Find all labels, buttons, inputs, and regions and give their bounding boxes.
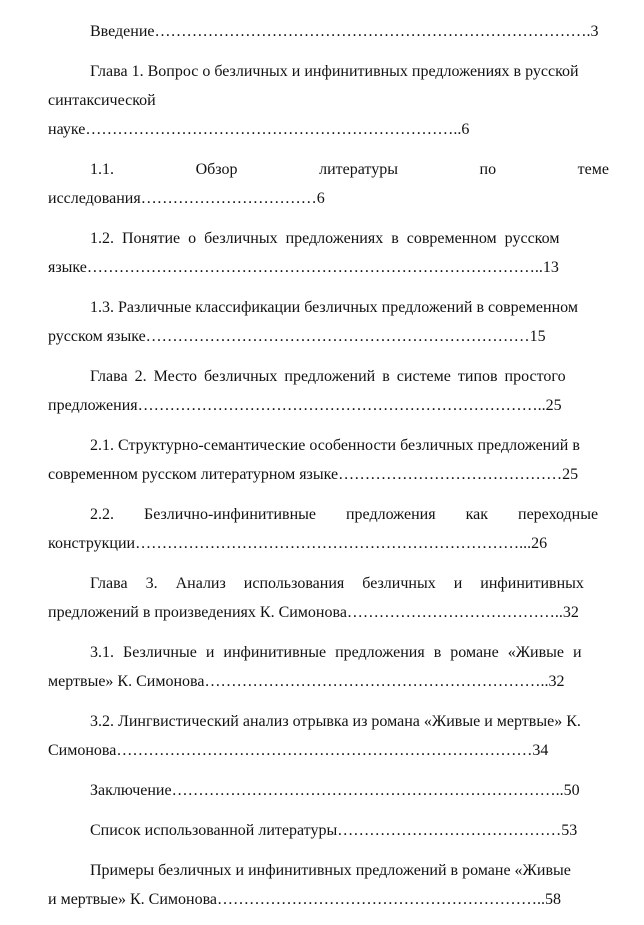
toc-line: и мертвые» К. Симонова……………………………………………………..58 [48, 891, 562, 908]
toc-line-text: Глава 1. Вопрос о безличных и инфинитивных предложениях в русской [90, 63, 579, 80]
toc-line: исследования……………………………6 [48, 190, 325, 207]
toc-entry-chapter-1 [48, 57, 609, 144]
toc-line: Введение……………………………………………………………………….3 [90, 23, 599, 40]
toc-entry-introduction [48, 17, 609, 46]
toc-entry-1-1 [48, 155, 609, 213]
toc-line: языке…………………………………………………………………………..13 [48, 259, 559, 276]
toc-line: науке……………………………………………………………..6 [48, 121, 470, 138]
toc-entry-examples [48, 856, 609, 914]
toc-line [48, 57, 609, 86]
toc-line: конструкции………………………………………………………………...26 [48, 535, 548, 552]
toc-entry-1-3 [48, 293, 609, 351]
toc-line: предложения…………………………………………………………………..25 [48, 397, 562, 414]
toc-word: по [479, 161, 497, 178]
toc-entry-2-2 [48, 500, 609, 558]
toc-entry-3-1 [48, 638, 609, 696]
toc-entry-chapter-3 [48, 569, 609, 627]
table-of-contents [48, 17, 609, 925]
toc-entry-2-1 [48, 431, 609, 489]
toc-entry-3-2 [48, 707, 609, 765]
toc-word: Обзор [195, 161, 238, 178]
toc-line: 1.2. Понятие о безличных предложениях в современном русском [90, 230, 560, 247]
toc-line: 2.1. Структурно-семантические особенности безличных предложений в [90, 437, 580, 454]
toc-line: 3.2. Лингвистический анализ отрывка из романа «Живые и мертвые» К. [90, 713, 581, 730]
toc-entry-chapter-2 [48, 362, 609, 420]
toc-line: 1.3. Различные классификации безличных предложений в современном [90, 299, 578, 316]
toc-word: литературы [319, 161, 398, 178]
toc-line: Глава 3. Анализ использования безличных и инфинитивных [90, 575, 584, 592]
toc-line: предложений в произведениях К. Симонова…………………………………..32 [48, 604, 579, 621]
toc-line: Заключение………………………………………………………………..50 [90, 782, 580, 799]
toc-line: Глава 2. Место безличных предложений в системе типов простого [90, 368, 566, 385]
toc-line: Симонова……………………………………………………………………34 [48, 742, 549, 759]
toc-line: мертвые» К. Симонова………………………………………………………..32 [48, 673, 565, 690]
toc-line-justified [48, 155, 609, 184]
toc-line: современном русском литературном языке……………………………………25 [48, 466, 579, 483]
toc-line: Список использованной литературы……………………………………53 [90, 822, 578, 839]
toc-line: 2.2. Безлично-инфинитивные предложения как переходные [90, 506, 599, 523]
toc-word: теме [577, 161, 609, 178]
toc-line: 3.1. Безличные и инфинитивные предложения в романе «Живые и [90, 644, 582, 661]
toc-line: Примеры безличных и инфинитивных предложений в романе «Живые [90, 862, 571, 879]
toc-entry-bibliography [48, 816, 609, 845]
toc-line: русском языке………………………………………………………………15 [48, 328, 546, 345]
toc-line: синтаксической [48, 92, 156, 109]
toc-entry-1-2 [48, 224, 609, 282]
toc-word: 1.1. [90, 161, 114, 178]
